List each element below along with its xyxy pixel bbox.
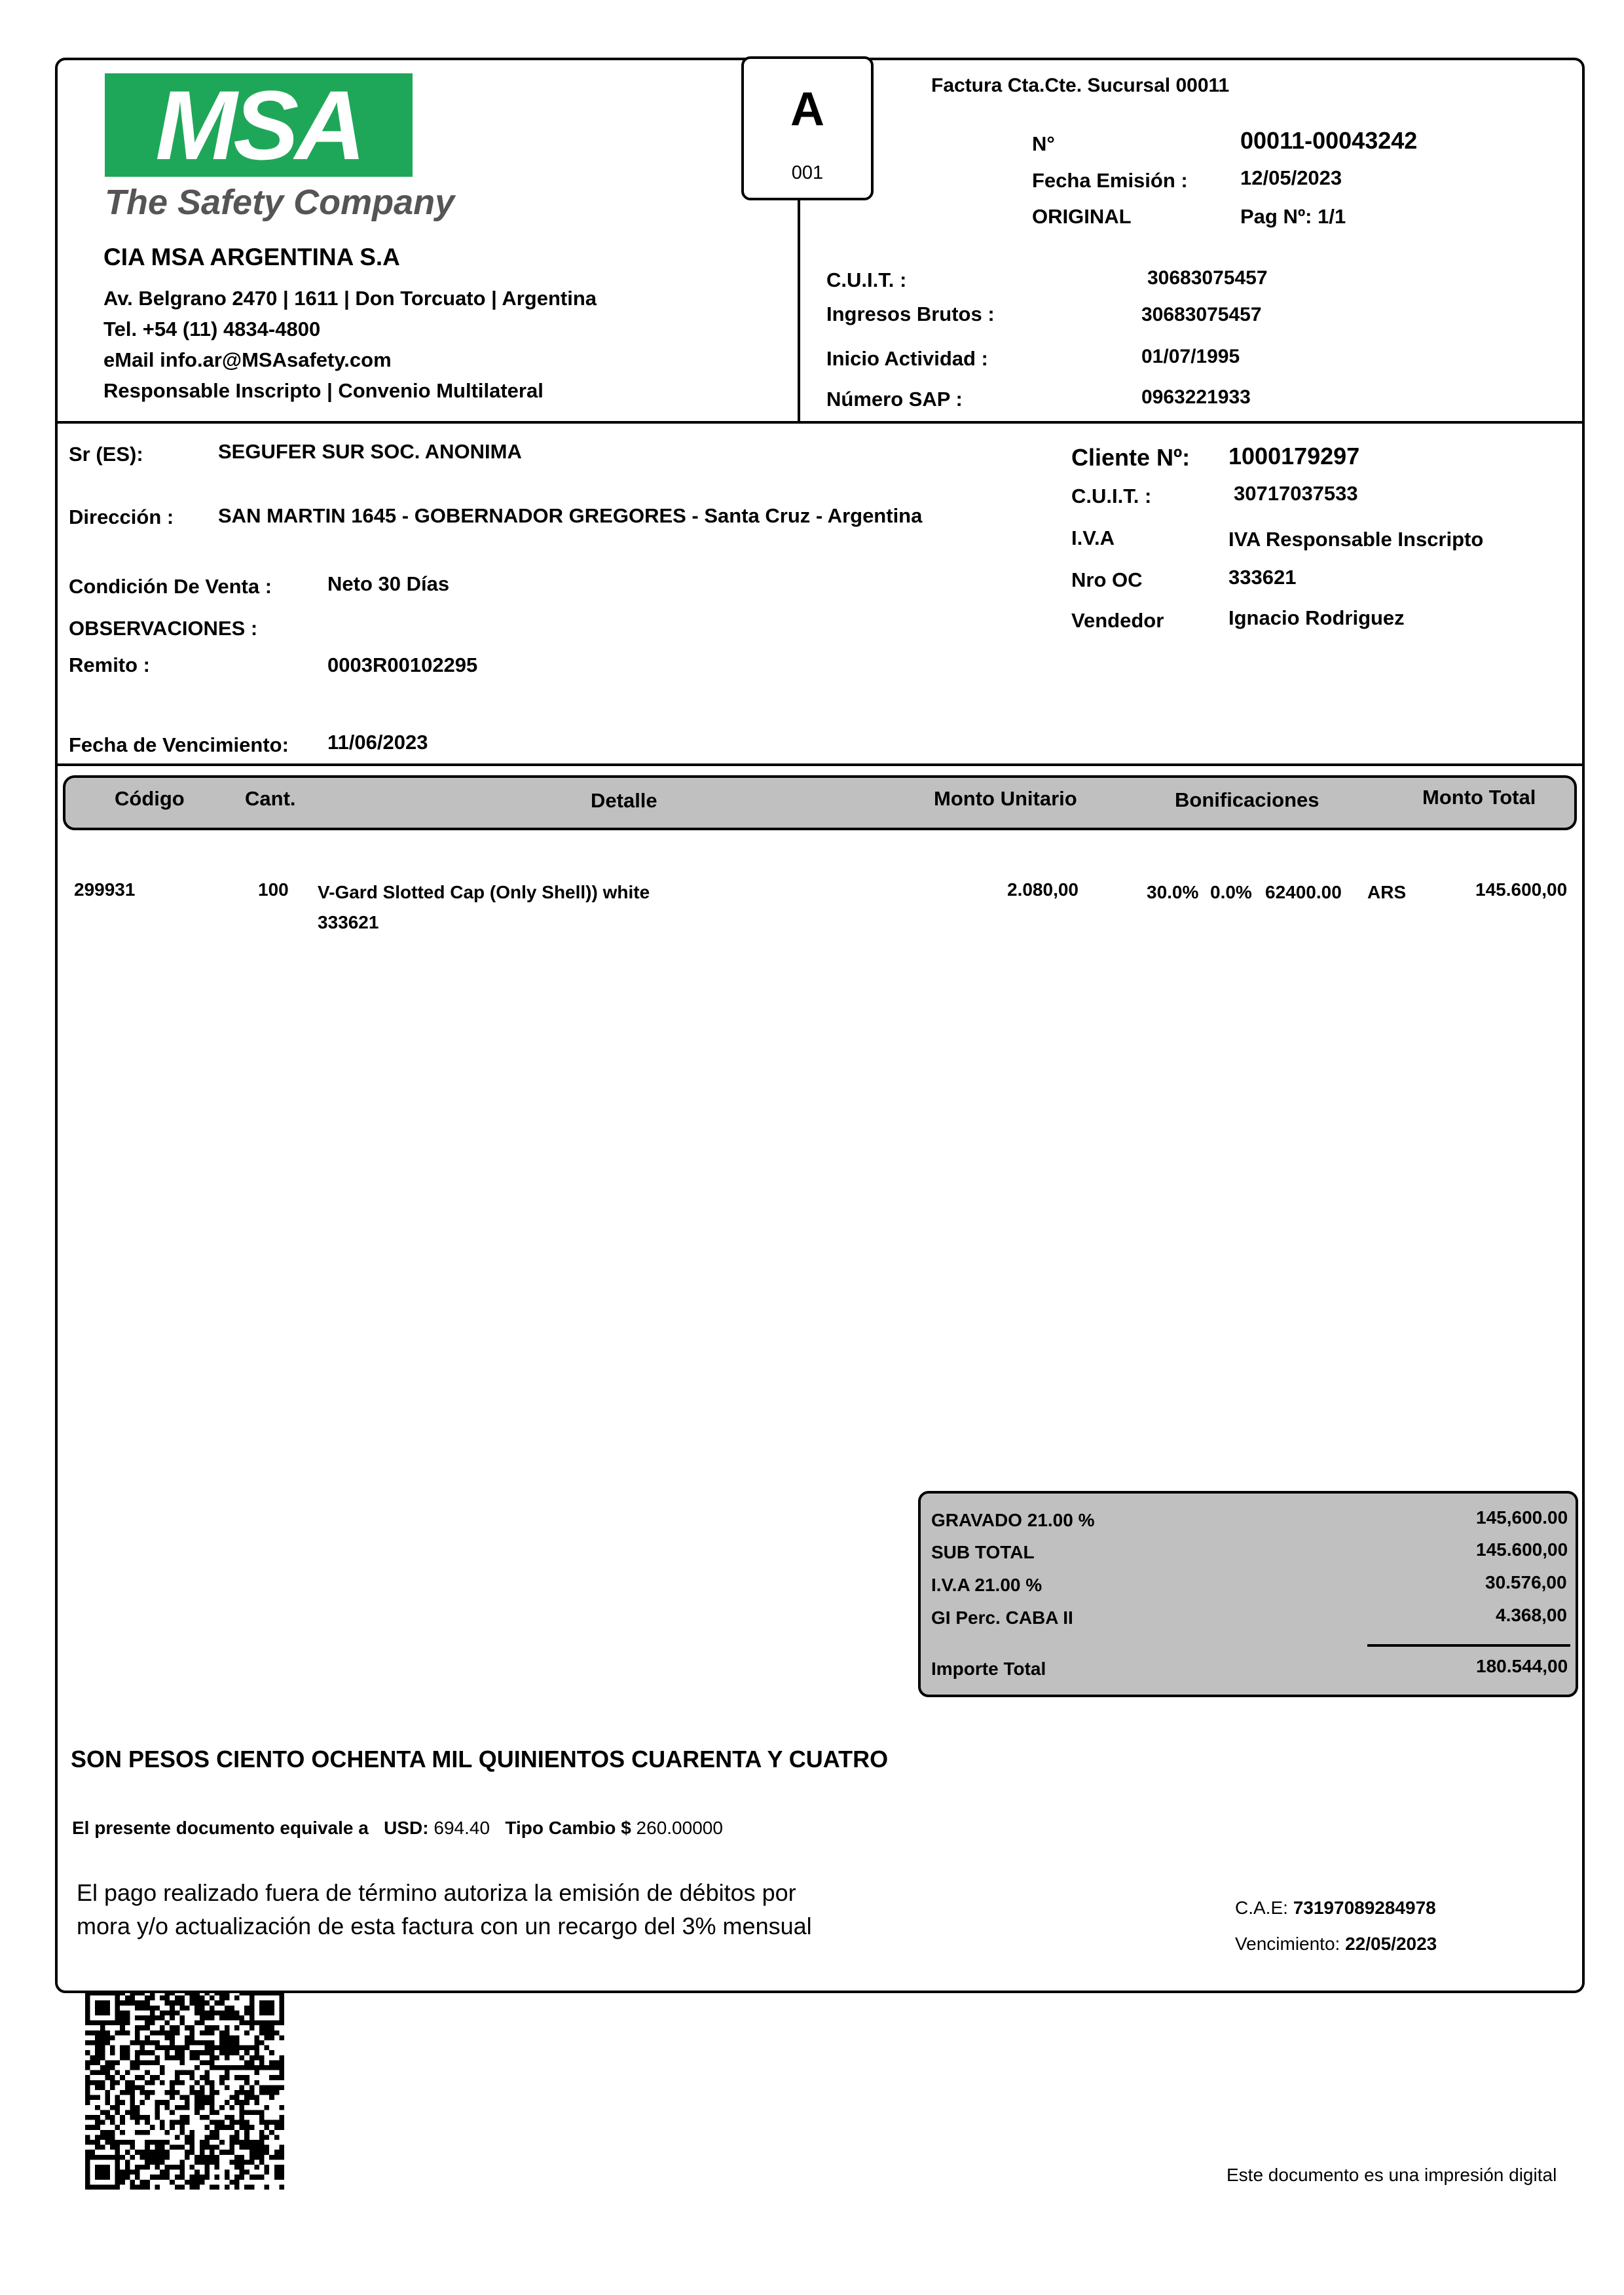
msa-logo — [105, 70, 413, 180]
perception-value: 4.368,00 — [1496, 1605, 1567, 1625]
amount-in-words: SON PESOS CIENTO OCHENTA MIL QUINIENTOS CUARENTA Y CUATRO — [71, 1746, 889, 1772]
total-amount: 180.544,00 — [1476, 1656, 1568, 1676]
client-number: 1000179297 — [1228, 443, 1360, 469]
start-activity-label: Inicio Actividad : — [826, 347, 988, 370]
client-address-label: Dirección : — [69, 505, 174, 528]
observations-label: OBSERVACIONES : — [69, 617, 258, 640]
gravado-label: GRAVADO 21.00 % — [931, 1510, 1095, 1530]
invoice-letter: A — [790, 83, 824, 136]
equivalence-line — [72, 1818, 723, 1839]
due-date: 11/06/2023 — [327, 731, 428, 754]
client-name-label: Sr (ES): — [69, 443, 143, 466]
subtotal-label: SUB TOTAL — [931, 1542, 1035, 1562]
sale-condition: Neto 30 Días — [327, 572, 450, 595]
qr-code — [85, 1991, 284, 2190]
cae-line — [1235, 1898, 1436, 1919]
invoice-heading: Factura Cta.Cte. Sucursal 00011 — [931, 75, 1230, 96]
col-unit-price: Monto Unitario — [934, 787, 1077, 810]
company-address: Av. Belgrano 2470 | 1611 | Don Torcuato | Argentina — [103, 287, 597, 310]
item-discount-1: 30.0% — [1147, 882, 1199, 902]
po-number-label: Nro OC — [1071, 568, 1143, 591]
cae-number: 73197089284978 — [1293, 1898, 1436, 1918]
late-payment-line-2: mora y/o actualización de esta factura con un recargo del 3% mensual — [77, 1913, 812, 1939]
company-tagline: The Safety Company — [105, 183, 455, 222]
remito-label: Remito : — [69, 653, 150, 676]
item-discount-2: 0.0% — [1210, 882, 1252, 902]
logo-text: MSA — [155, 70, 362, 180]
client-cuit: 30717037533 — [1234, 482, 1358, 505]
col-discounts: Bonificaciones — [1175, 788, 1320, 811]
cae-label: C.A.E: — [1235, 1898, 1288, 1918]
cae-due-line — [1235, 1934, 1437, 1955]
company-tax-status: Responsable Inscripto | Convenio Multilateral — [103, 379, 544, 402]
po-number: 333621 — [1228, 566, 1297, 589]
client-cuit-label: C.U.I.T. : — [1071, 485, 1152, 507]
col-total: Monto Total — [1422, 786, 1536, 809]
col-code: Código — [115, 787, 185, 810]
header-vertical-divider — [798, 200, 800, 422]
seller-name: Ignacio Rodriguez — [1228, 606, 1405, 629]
cae-due-label: Vencimiento: — [1235, 1934, 1340, 1954]
item-currency: ARS — [1367, 882, 1407, 902]
iva-total-label: I.V.A 21.00 % — [931, 1575, 1043, 1595]
client-iva-label: I.V.A — [1071, 526, 1115, 549]
usd-label: USD: — [384, 1818, 429, 1838]
item-code: 299931 — [74, 879, 136, 900]
iibb-value: 30683075457 — [1141, 304, 1262, 325]
header-separator — [55, 421, 1585, 424]
company-email: eMail info.ar@MSAsafety.com — [103, 348, 392, 371]
issuer-cuit: 30683075457 — [1147, 267, 1268, 289]
item-detail: V-Gard Slotted Cap (Only Shell)) white — [318, 882, 650, 902]
invoice-type-box — [741, 56, 874, 200]
issue-date-label: Fecha Emisión : — [1032, 169, 1188, 192]
col-qty: Cant. — [245, 787, 296, 810]
exchange-rate-value: 260.00000 — [636, 1818, 723, 1838]
equivalence-label: El presente documento equivale a — [72, 1818, 369, 1838]
item-discount-amount: 62400.00 — [1265, 882, 1342, 902]
company-name: CIA MSA ARGENTINA S.A — [103, 244, 400, 270]
seller-label: Vendedor — [1071, 609, 1164, 632]
invoice-type-code: 001 — [791, 162, 824, 183]
late-payment-line-1: El pago realizado fuera de término autoriza la emisión de débitos por — [77, 1879, 796, 1906]
client-separator — [55, 763, 1585, 766]
gravado-value: 145,600.00 — [1476, 1507, 1568, 1528]
client-address: SAN MARTIN 1645 - GOBERNADOR GREGORES - Santa Cruz - Argentina — [218, 504, 923, 527]
digital-print-note: Este documento es una impresión digital — [1227, 2165, 1557, 2185]
exchange-rate-label: Tipo Cambio $ — [505, 1818, 631, 1838]
col-detail: Detalle — [591, 789, 657, 812]
issuer-cuit-label: C.U.I.T. : — [826, 268, 907, 291]
start-activity-date: 01/07/1995 — [1141, 346, 1240, 367]
sap-number: 0963221933 — [1141, 386, 1251, 408]
item-qty: 100 — [258, 879, 289, 900]
page-number: Pag Nº: 1/1 — [1240, 205, 1346, 228]
total-underline — [1367, 1644, 1570, 1647]
iva-total-value: 30.576,00 — [1485, 1572, 1567, 1592]
perception-label: GI Perc. CABA II — [931, 1607, 1073, 1628]
cae-due-date: 22/05/2023 — [1345, 1934, 1437, 1954]
item-unit-price: 2.080,00 — [1007, 879, 1079, 900]
subtotal-value: 145.600,00 — [1476, 1539, 1568, 1560]
invoice-number-label: N° — [1032, 132, 1055, 155]
sap-label: Número SAP : — [826, 388, 963, 411]
invoice-number: 00011-00043242 — [1240, 127, 1418, 154]
remito-number: 0003R00102295 — [327, 653, 478, 676]
sale-condition-label: Condición De Venta : — [69, 575, 272, 598]
item-detail-ref: 333621 — [318, 912, 379, 932]
due-date-label: Fecha de Vencimiento: — [69, 733, 289, 756]
company-phone: Tel. +54 (11) 4834-4800 — [103, 318, 321, 340]
usd-value: 694.40 — [434, 1818, 490, 1838]
client-iva: IVA Responsable Inscripto — [1228, 528, 1484, 551]
item-total: 145.600,00 — [1475, 879, 1568, 900]
issue-date: 12/05/2023 — [1240, 166, 1342, 189]
iibb-label: Ingresos Brutos : — [826, 303, 995, 325]
client-number-label: Cliente Nº: — [1071, 444, 1190, 471]
client-name: SEGUFER SUR SOC. ANONIMA — [218, 440, 522, 463]
copy-label: ORIGINAL — [1032, 205, 1132, 228]
total-amount-label: Importe Total — [931, 1659, 1046, 1679]
